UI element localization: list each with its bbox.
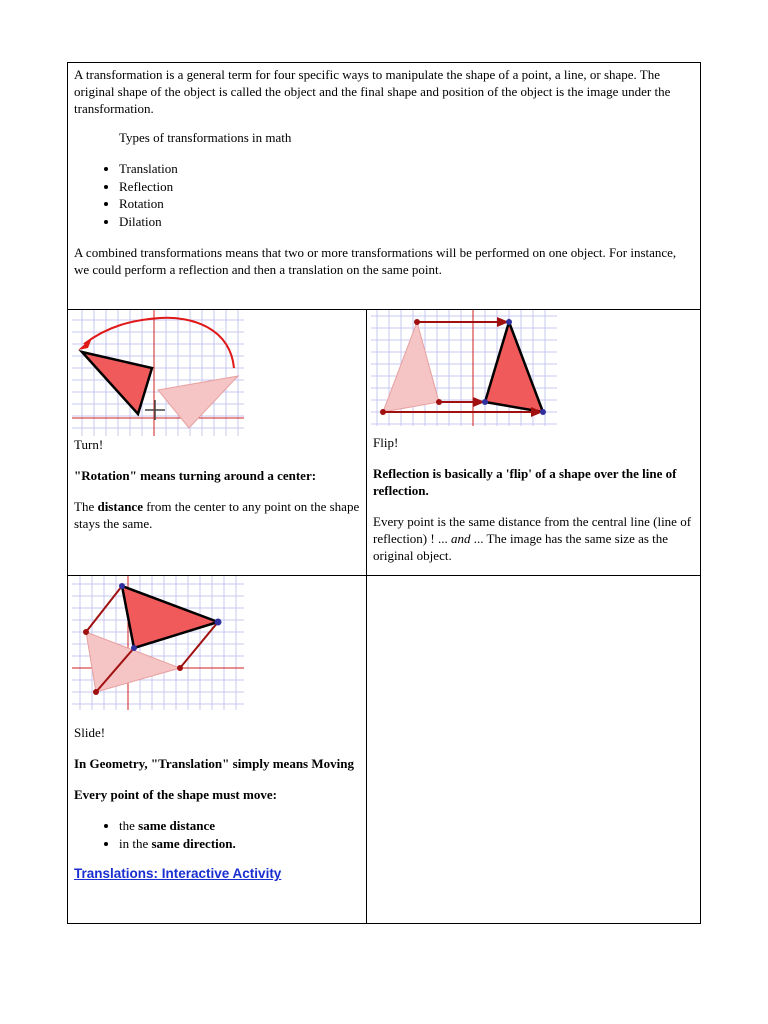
list-item: • Dilation: [119, 213, 694, 231]
list-item: • the same distance: [119, 817, 360, 835]
intro-paragraph: A transformation is a general term for four specific ways to manipulate the shape of a point, a line, or shape. The original shape of the object is called the object and the final shape and position of the object is the image under the transformation.: [74, 67, 671, 116]
empty-cell: [367, 576, 700, 923]
translation-list: [74, 817, 360, 852]
rotation-caption: Turn!: [74, 437, 104, 452]
types-list: [74, 160, 694, 230]
reflection-caption: Flip!: [373, 435, 399, 450]
reflection-text: Every point is the same distance from the central line (line of reflection) ! ... and ... The image has the same size as the original object.: [373, 514, 692, 563]
translation-caption: Slide!: [74, 725, 106, 740]
rotation-text: The distance from the center to any point on the shape stays the same.: [74, 499, 360, 531]
list-item: • Rotation: [119, 195, 694, 213]
list-item: • Reflection: [119, 178, 694, 196]
reflection-heading: Reflection is basically a 'flip' of a shape over the line of reflection.: [373, 466, 677, 498]
reflection-figure: [371, 310, 557, 426]
combined-paragraph: A combined transformations means that two or more transformations will be performed on one object. For instance, we could perform a reflection and then a translation on the same point.: [74, 245, 677, 277]
translation-heading: In Geometry, "Translation" simply means Moving: [74, 756, 354, 771]
rotation-heading: "Rotation" means turning around a center:: [74, 468, 317, 483]
list-item: • Translation: [119, 160, 694, 178]
types-heading: Types of transformations in math: [119, 130, 292, 145]
intro-cell: [68, 63, 700, 310]
translations-activity-link[interactable]: Translations: Interactive Activity: [74, 866, 282, 881]
translation-subheading: Every point of the shape must move:: [74, 787, 277, 802]
content-table: [67, 62, 701, 924]
rotation-cell: [68, 310, 367, 576]
reflection-cell: [367, 310, 700, 576]
list-item: • in the same direction.: [119, 835, 360, 853]
rotation-figure: [72, 310, 244, 436]
translation-cell: [68, 576, 367, 923]
translation-figure: [72, 576, 244, 710]
